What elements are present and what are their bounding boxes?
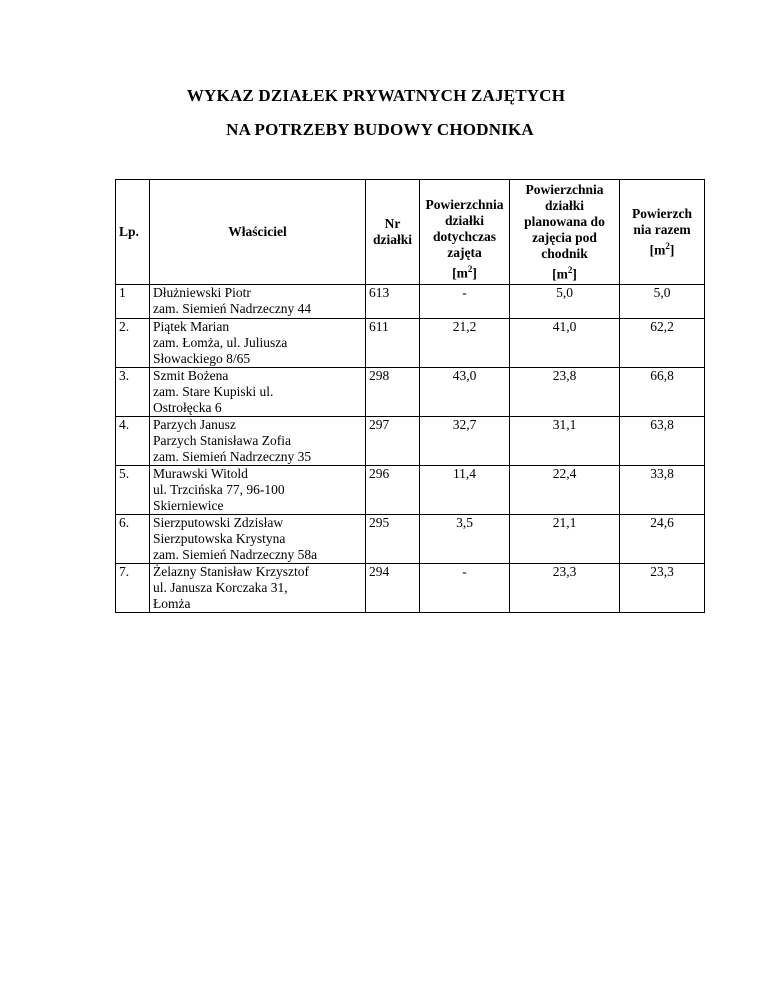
- cell-plot-number: 294: [366, 564, 420, 613]
- cell-area-total: 33,8: [620, 466, 705, 515]
- cell-owner: Szmit Bożena zam. Stare Kupiski ul. Ostrołęcka 6: [150, 368, 366, 417]
- cell-area-previous: -: [420, 285, 510, 319]
- cell-owner: Dłużniewski Piotr zam. Siemień Nadrzeczny 44: [150, 285, 366, 319]
- cell-area-previous: 3,5: [420, 515, 510, 564]
- cell-plot-number: 297: [366, 417, 420, 466]
- table-row: [116, 466, 705, 515]
- cell-area-total: 24,6: [620, 515, 705, 564]
- cell-area-planned: 41,0: [510, 319, 620, 368]
- table-row: [116, 417, 705, 466]
- cell-owner: Murawski Witold ul. Trzcińska 77, 96-100 Skierniewice: [150, 466, 366, 515]
- cell-area-planned: 21,1: [510, 515, 620, 564]
- cell-area-previous: 21,2: [420, 319, 510, 368]
- cell-area-total: 23,3: [620, 564, 705, 613]
- header-area-total: Powierzch nia razem $[m^2]$: [620, 180, 705, 285]
- header-lp: Lp.: [116, 180, 150, 285]
- cell-plot-number: 613: [366, 285, 420, 319]
- cell-lp: 1: [116, 285, 150, 319]
- cell-area-total: 62,2: [620, 319, 705, 368]
- cell-owner: Parzych Janusz Parzych Stanisława Zofia zam. Siemień Nadrzeczny 35: [150, 417, 366, 466]
- cell-area-planned: 23,8: [510, 368, 620, 417]
- cell-plot-number: 296: [366, 466, 420, 515]
- cell-owner: Sierzputowski Zdzisław Sierzputowska Krystyna zam. Siemień Nadrzeczny 58a: [150, 515, 366, 564]
- cell-area-previous: 32,7: [420, 417, 510, 466]
- cell-plot-number: 295: [366, 515, 420, 564]
- table-row: [116, 368, 705, 417]
- header-plot-number: Nr działki: [366, 180, 420, 285]
- document-title-line-2: NA POTRZEBY BUDOWY CHODNIKA: [226, 120, 534, 139]
- header-area-planned: Powierzchnia działki planowana do zajęcia pod chodnik $[m^2]$: [510, 180, 620, 285]
- header-owner: Właściciel: [150, 180, 366, 285]
- cell-lp: 2.: [116, 319, 150, 368]
- cell-area-planned: 31,1: [510, 417, 620, 466]
- cell-area-total: 5,0: [620, 285, 705, 319]
- cell-area-total: 66,8: [620, 368, 705, 417]
- cell-area-planned: 23,3: [510, 564, 620, 613]
- cell-owner: Piątek Marian zam. Łomża, ul. Juliusza Słowackiego 8/65: [150, 319, 366, 368]
- table-row: [116, 564, 705, 613]
- cell-plot-number: 611: [366, 319, 420, 368]
- cell-plot-number: 298: [366, 368, 420, 417]
- header-area-previous: Powierzchnia działki dotychczas zajęta $[m^2]$: [420, 180, 510, 285]
- cell-area-planned: 5,0: [510, 285, 620, 319]
- table-row: [116, 515, 705, 564]
- header-row: [116, 180, 705, 285]
- cell-area-planned: 22,4: [510, 466, 620, 515]
- cell-area-total: 63,8: [620, 417, 705, 466]
- cell-lp: 7.: [116, 564, 150, 613]
- cell-lp: 4.: [116, 417, 150, 466]
- cell-area-previous: 11,4: [420, 466, 510, 515]
- document-title-line-1: WYKAZ DZIAŁEK PRYWATNYCH ZAJĘTYCH: [186, 86, 566, 105]
- cell-lp: 5.: [116, 466, 150, 515]
- cell-area-previous: 43,0: [420, 368, 510, 417]
- cell-owner: Żelazny Stanisław Krzysztof ul. Janusza Korczaka 31, Łomża: [150, 564, 366, 613]
- cell-lp: 3.: [116, 368, 150, 417]
- cell-lp: 6.: [116, 515, 150, 564]
- table-row: [116, 285, 705, 319]
- table-row: [116, 319, 705, 368]
- plots-table: [115, 179, 705, 613]
- cell-area-previous: -: [420, 564, 510, 613]
